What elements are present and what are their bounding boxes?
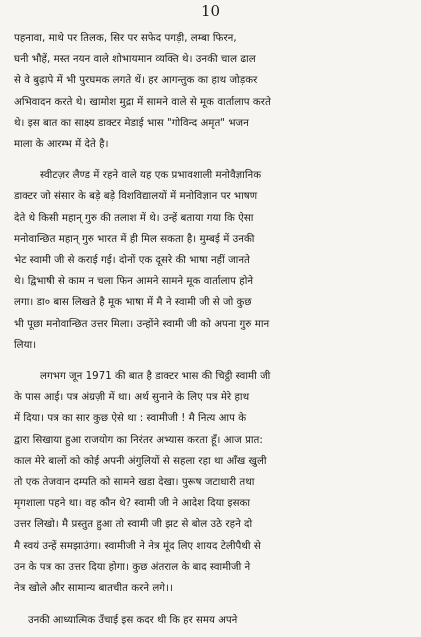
paragraph-line: थे। इस बात का साक्ष्य डाक्टर मेडाई भास "गोविन्द अमृत" भजन [14,117,249,129]
page-number: 10 [200,2,221,20]
paragraph-line: लिया। [14,339,37,351]
paragraph-line: घनी भौहें, मस्त नयन वाले शोभायमान व्यक्ति थे। उनकी चाल ढाल [14,54,256,66]
paragraph-line: डाक्टर जो संसार के बड़े बड़े विशविद्यालयों में मनोविज्ञान पर भाषण [14,191,258,203]
paragraph-line: लगा। डा० बास लिखते है मूक भाषा में मै ने स्वामी जी से जो कुछ [14,297,252,309]
paragraph-2 [14,165,409,356]
paragraph-line: देते थे किसी महान् गुरु की तलाश में थे। उन्हें बताया गया कि ऐसा [14,212,254,224]
paragraph-3 [14,366,409,599]
paragraph-line: स्वीटज़र लैण्ड में रहने वाले यह एक प्रभावशाली मनोवैज्ञानिक [40,170,262,182]
paragraph-line: से वे बुढ़ापे में भी पुरघमक लगते थें। हर आगन्तुक का हाथ जोड़कर [14,75,258,87]
paragraph-line: के पास आई। पत्र अंग्रज़ी में था। अर्थ सुनाने के लिए पत्र मेरे हाथ [14,392,250,404]
paragraph-line: मृगशाला पहने था। वह कौन थे? स्वामी जी ने आदेश दिया इसका [14,498,251,510]
paragraph-line: उत्तर लिखो। मै प्रस्तुत हुआ तो स्वामी जी झट से बोल उठे रहने दो [14,519,253,531]
paragraph-line: द्वारा सिखाया हुआ राजयोग का निरंतर अभ्यास करता हूँ। आज प्रात: [14,434,263,446]
continuation-line: उनकी आध्यात्मिक उँचाई इस कदर थी कि हर समय अपने [28,615,238,626]
paragraph-1 [14,28,409,155]
paragraph-line: माला के आरम्भ में देते है। [14,139,109,151]
paragraph-line: मनोवान्छित महान् गुरु भारत में ही मिल सकता है। मुम्बई में उनकी [14,233,255,245]
paragraph-line: नेत्र खोले और सामान्य बातचीत करने लगे।। [14,583,173,595]
paragraph-line: पहनावा, माथे पर तिलक, सिर पर सफेद पगड़ी, लम्बा फिरन, [14,33,237,44]
paragraph-line: अभिवादन करते थे। खामोश मुद्रा में सामने वाले से मूक वार्तालाप करते [14,96,271,108]
paragraph-line: लगभग जून 1971 की बात है डाक्टर भास की चिट्ठी स्वामी जी [40,371,271,383]
paragraph-line: उन के पत्र का उत्तर दिया होगा। कुछ अंतराल के बाद स्वामीजी ने [14,561,251,573]
paragraph-line: में दिया। पत्र का सार कुछ ऐसे था : स्वामीजी ! मै नित्य आप के [14,413,247,425]
paragraph-line: भेट स्वामी जी से कराई गई। दोनों एक दूसरे की भाषा नहीं जानते [14,255,250,267]
paragraph-line: भी पूछा मनोवान्छित उत्तर मिला। उन्होंने स्वामी जी को अपना गुरु मान [14,318,270,330]
paragraph-line: काल मेरे बालों को कोई अपनी अंगुलियों से सहला रहा था आँख खुली [14,455,267,467]
paragraph-line: मै स्वयं उन्हें समझाउंगा। स्वामीजी ने नेत्र मूंद लिए शायद टेलीपैथी से [14,540,261,552]
page-body [14,28,409,609]
paragraph-line: थे। द्विभाषी से काम न चला फिन आमने सामने मूक वार्तालाप होने [14,276,254,288]
paragraph-line: तो एक तेजवान दम्पति को सामने खडा देखा। पुरूष जटाधारी तथा [14,477,255,489]
